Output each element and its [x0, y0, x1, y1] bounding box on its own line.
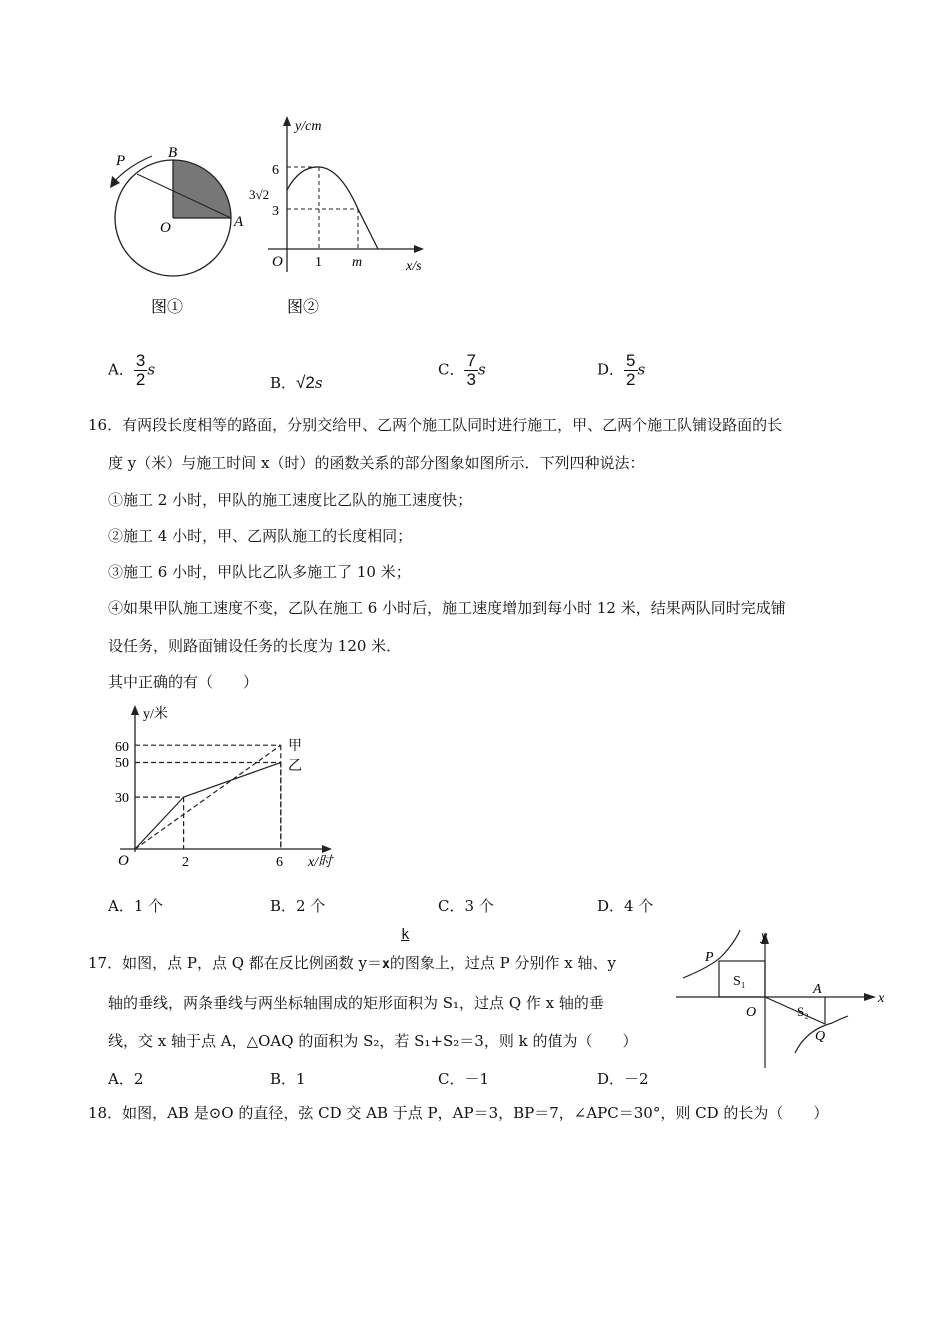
label-o: O — [160, 220, 171, 236]
svg-text:y: y — [761, 929, 768, 944]
q16-option-a[interactable]: A．1 个 — [108, 897, 164, 915]
y-tick-50: 50 — [115, 756, 129, 771]
q16-statement-1: ①施工 2 小时，甲队的施工速度比乙队的施工速度快； — [108, 491, 473, 509]
q17-option-c[interactable]: C．－1 — [438, 1070, 490, 1088]
q16-option-c[interactable]: C．3 个 — [438, 897, 494, 915]
y-tick-30: 30 — [115, 791, 129, 806]
q18-line1: 18．如图，AB 是⊙O 的直径，弦 CD 交 AB 于点 P，AP＝3，BP＝7，∠APC＝30°，则 CD 的长为（ ） — [88, 1104, 829, 1122]
q15-option-a[interactable]: A． $\frac{3}{2}$ s — [108, 351, 156, 389]
label-b: B — [168, 145, 178, 161]
svg-text:O: O — [118, 853, 129, 869]
q17-option-a[interactable]: A．2 — [108, 1070, 144, 1088]
svg-text:x: x — [878, 991, 885, 1006]
series-乙-segment — [184, 763, 281, 798]
label-a: A — [234, 214, 244, 230]
fraction-k: k — [401, 927, 410, 943]
x-tick-6: 6 — [276, 855, 283, 870]
fig1-caption: 图① — [151, 299, 184, 316]
q17-line3: 线，交 x 轴于点 A，△OAQ 的面积为 S₂，若 S₁+S₂＝3，则 k 的值为（ ） — [108, 1032, 638, 1050]
svg-text:y/cm: y/cm — [295, 119, 322, 134]
legend-yi: 乙 — [288, 759, 302, 774]
series-甲-segment — [135, 745, 281, 849]
svg-text:3√2: 3√2 — [249, 187, 270, 202]
q15-option-b[interactable]: B．√2s — [270, 373, 323, 392]
svg-text:O: O — [272, 254, 283, 270]
svg-text:S₂: S₂ — [797, 1004, 809, 1019]
q16-statement-2: ②施工 4 小时，甲、乙两队施工的长度相同； — [108, 527, 413, 545]
q16-statement-4-cont: 设任务，则路面铺设任务的长度为 120 米． — [108, 637, 402, 655]
svg-text:S₁: S₁ — [733, 974, 746, 989]
q17-line1: 17．如图，点 P，点 Q 都在反比例函数 y＝x的图象上，过点 P 分别作 x 轴、y — [88, 954, 616, 972]
svg-text:6: 6 — [272, 163, 279, 178]
q15-figure-1 — [100, 130, 250, 330]
svg-text:m: m — [352, 255, 363, 270]
q16-question: 其中正确的有（ ） — [108, 673, 259, 691]
q17-figure — [670, 920, 900, 1075]
y-tick-60: 60 — [115, 740, 129, 755]
x-tick-2: 2 — [182, 855, 189, 870]
q16-chart — [100, 695, 360, 875]
svg-text:y/米: y/米 — [143, 707, 168, 722]
q15-option-d[interactable]: D． $\frac{5}{2}$ s — [597, 351, 646, 389]
svg-text:x/时: x/时 — [308, 855, 333, 870]
legend-jia: 甲 — [288, 739, 302, 754]
svg-text:3: 3 — [272, 204, 279, 219]
fig2-caption: 图② — [287, 299, 320, 316]
q16-line1: 16．有两段长度相等的路面，分别交给甲、乙两个施工队同时进行施工，甲、乙两个施工队铺设路面的长 — [88, 416, 783, 434]
q15-figure-2 — [245, 110, 445, 330]
q17-option-b[interactable]: B．1 — [270, 1070, 306, 1088]
q16-line2: 度 y（米）与施工时间 x（时）的函数关系的部分图象如图所示．下列四种说法： — [108, 454, 645, 472]
svg-text:x/s: x/s — [406, 259, 422, 274]
q17-option-d[interactable]: D．－2 — [597, 1070, 649, 1088]
q15-option-c[interactable]: C． $\frac{7}{3}$ s — [438, 351, 486, 389]
svg-text:A: A — [813, 982, 822, 997]
label-p: P — [116, 153, 126, 169]
q16-option-d[interactable]: D．4 个 — [597, 897, 654, 915]
q17-line2: 轴的垂线，两条垂线与两坐标轴围成的矩形面积为 S₁，过点 Q 作 x 轴的垂 — [108, 994, 604, 1012]
svg-text:P: P — [705, 950, 714, 965]
svg-text:O: O — [746, 1005, 757, 1020]
series-乙-segment — [135, 797, 184, 849]
q16-option-b[interactable]: B．2 个 — [270, 897, 326, 915]
svg-text:1: 1 — [315, 255, 322, 270]
q16-statement-3: ③施工 6 小时，甲队比乙队多施工了 10 米； — [108, 563, 411, 581]
q16-statement-4: ④如果甲队施工速度不变，乙队在施工 6 小时后，施工速度增加到每小时 12 米，结果两队同时完成铺 — [108, 599, 786, 617]
svg-text:Q: Q — [815, 1029, 826, 1044]
